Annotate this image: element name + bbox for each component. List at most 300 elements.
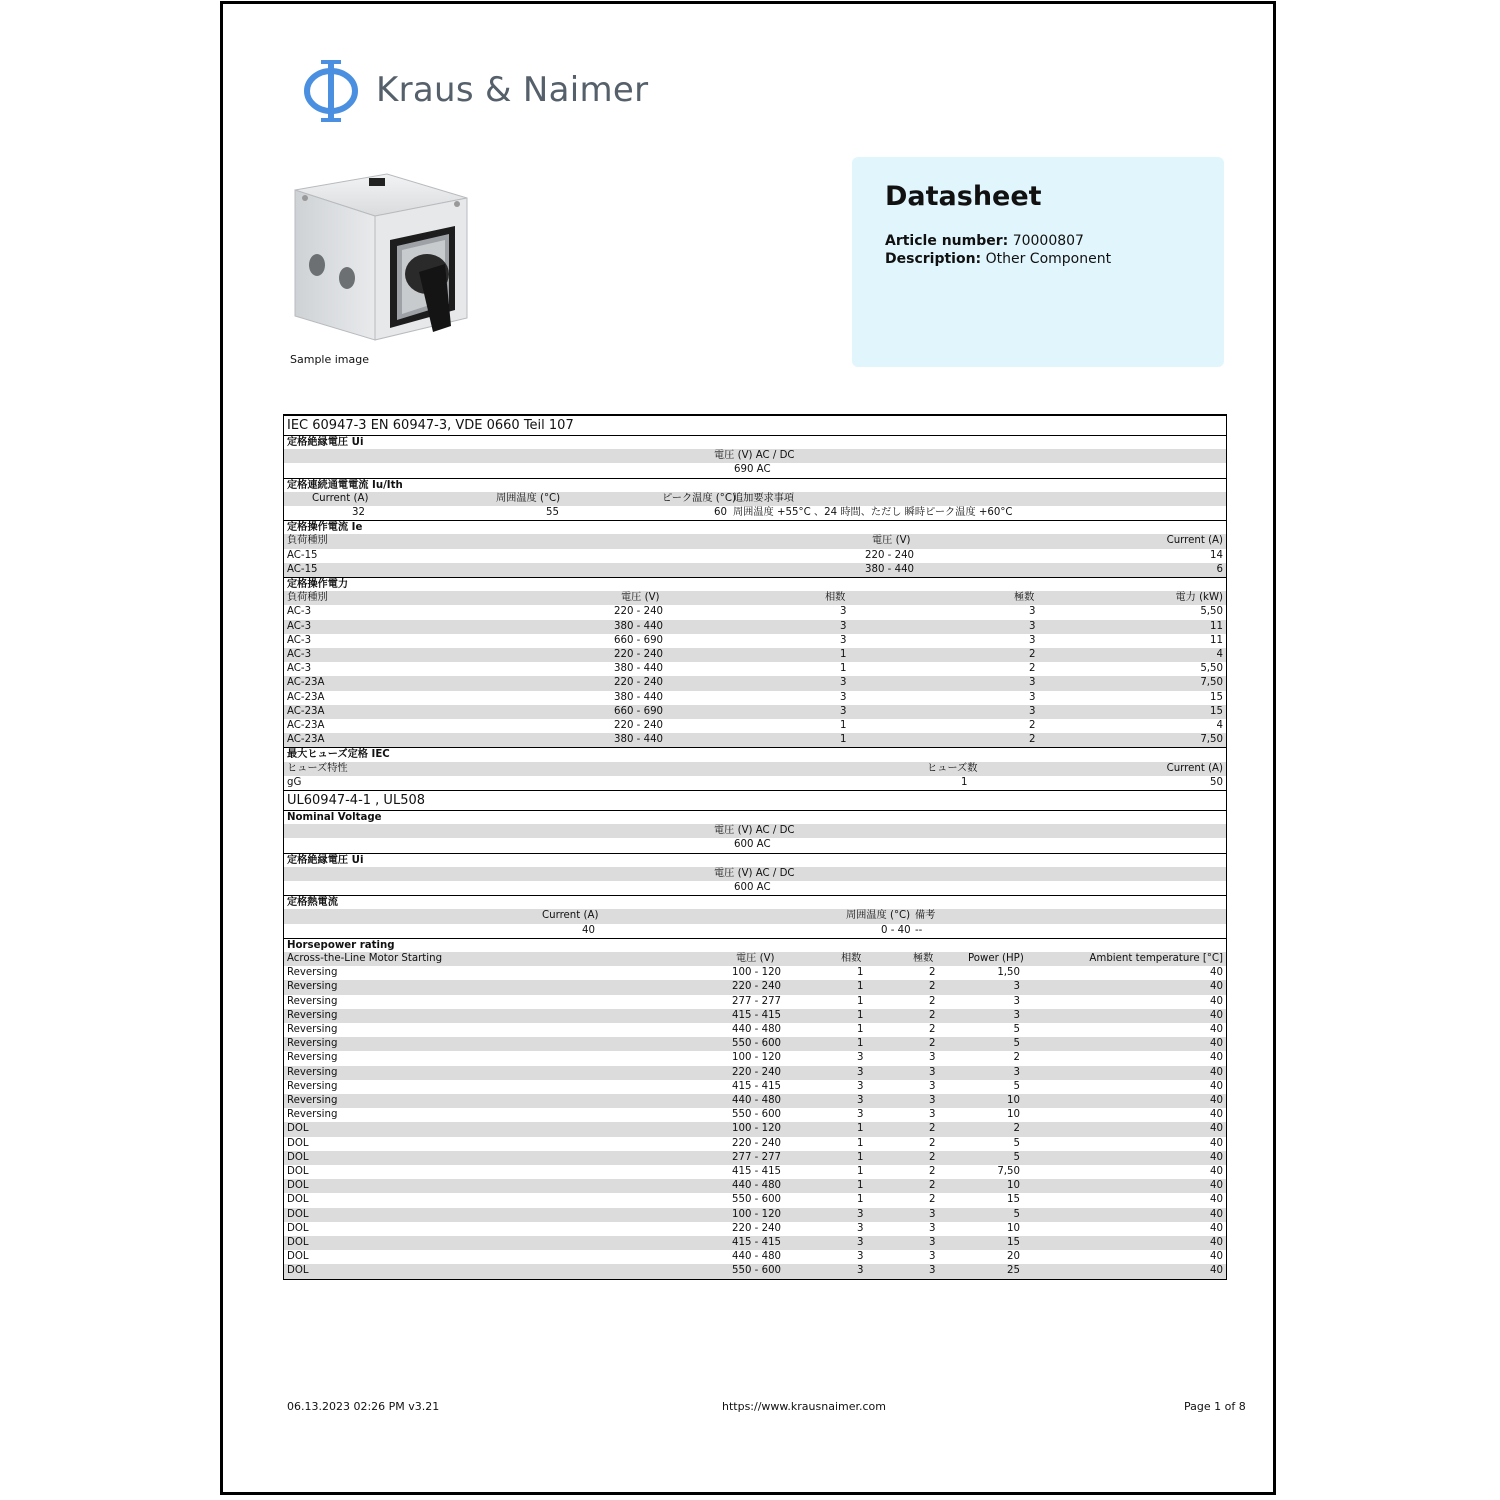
ambient-temp: 40	[1210, 1137, 1223, 1149]
table-row	[284, 1151, 1226, 1165]
ambient-temp: 40	[1210, 1222, 1223, 1234]
table-row	[284, 1094, 1226, 1108]
power-hp: 10	[1007, 1222, 1020, 1234]
table-row	[284, 1051, 1226, 1065]
iec-ie-header-row	[284, 534, 1226, 548]
sample-image-caption: Sample image	[290, 353, 370, 366]
phases: 1	[857, 1137, 864, 1149]
table-row	[284, 691, 1226, 705]
ambient-temp: 40	[1210, 1123, 1223, 1135]
power-kw: 15	[1210, 705, 1223, 717]
current-value: 40	[582, 924, 595, 936]
table-row	[284, 995, 1226, 1009]
table-row	[284, 676, 1226, 690]
table-row	[284, 1080, 1226, 1094]
poles: 3	[929, 1251, 936, 1263]
voltage: 220 - 240	[865, 549, 915, 561]
ul-hp-section-title	[284, 938, 1226, 952]
ambient-temp: 40	[1210, 1095, 1223, 1106]
phases: 3	[857, 1208, 864, 1220]
description-value: Other Component	[985, 251, 1112, 267]
table-row	[284, 605, 1226, 619]
standard-title: IEC 60947-3 EN 60947-3, VDE 0660 Teil 107	[287, 418, 574, 433]
additional-req-header: 追加要求事項	[733, 492, 795, 504]
voltage-value: 690 AC	[734, 464, 771, 476]
datasheet-info-box	[852, 157, 1224, 367]
voltage-header: 電圧 (V)	[872, 535, 911, 547]
poles: 3	[929, 1052, 936, 1064]
datasheet-title: Datasheet	[885, 181, 1042, 212]
poles: 2	[929, 1180, 936, 1192]
poles: 2	[929, 1009, 936, 1021]
ul-ui-section-title	[284, 853, 1226, 867]
phases: 3	[840, 677, 847, 689]
motor-starting: Reversing	[287, 967, 338, 979]
motor-starting: Reversing	[287, 1095, 338, 1106]
motor-starting: Reversing	[287, 1009, 338, 1021]
ambient-temp: 40	[1210, 1080, 1223, 1092]
power-kw: 7,50	[1200, 677, 1223, 689]
iec-iu-value-row	[284, 506, 1226, 520]
ambient-temp: 40	[1210, 1009, 1223, 1021]
table-row	[284, 1037, 1226, 1051]
power-hp: 3	[1013, 995, 1020, 1007]
motor-starting: DOL	[287, 1222, 309, 1234]
load-type: AC-15	[287, 563, 318, 575]
table-row	[284, 1250, 1226, 1264]
table-row	[284, 620, 1226, 634]
poles: 2	[929, 1038, 936, 1050]
motor-starting: Reversing	[287, 1066, 338, 1078]
poles: 3	[929, 1066, 936, 1078]
table-row	[284, 966, 1226, 980]
ambient-temp: 40	[1210, 1208, 1223, 1220]
power-kw: 11	[1210, 634, 1223, 646]
voltage: 660 - 690	[614, 705, 664, 717]
poles: 2	[929, 1166, 936, 1177]
phases: 3	[857, 1237, 864, 1248]
power-hp: 5	[1013, 1137, 1020, 1149]
phases: 1	[857, 981, 864, 993]
voltage-header: 電圧 (V) AC / DC	[714, 825, 795, 837]
current: 50	[1210, 776, 1223, 788]
ambient-temp: 40	[1210, 1109, 1223, 1121]
current-header: Current (A)	[1166, 535, 1223, 547]
ambient-temp-value: 55	[546, 507, 559, 518]
poles: 2	[1029, 734, 1036, 746]
table-row	[284, 648, 1226, 662]
load-type-header: 負荷種別	[287, 592, 328, 604]
article-number-value: 70000807	[1012, 233, 1084, 249]
voltage: 415 - 415	[732, 1166, 782, 1177]
footer-timestamp: 06.13.2023 02:26 PM v3.21	[287, 1400, 440, 1413]
section-title: 定格操作電流 Ie	[287, 522, 363, 534]
poles: 3	[929, 1265, 936, 1277]
poles: 2	[929, 1137, 936, 1149]
power-hp: 1,50	[997, 967, 1020, 979]
voltage: 220 - 240	[614, 677, 664, 689]
poles: 3	[1029, 677, 1036, 689]
voltage: 440 - 480	[732, 1180, 782, 1192]
voltage: 415 - 415	[732, 1237, 782, 1248]
ul-hp-header-row	[284, 952, 1226, 966]
iec-fuse-header-row	[284, 762, 1226, 776]
phases: 3	[857, 1052, 864, 1064]
section-title: 定格絶縁電圧 Ui	[287, 854, 364, 866]
product-image	[287, 168, 477, 348]
motor-starting: DOL	[287, 1237, 309, 1248]
motor-starting: Reversing	[287, 1080, 338, 1092]
poles: 2	[929, 1151, 936, 1163]
motor-starting: Reversing	[287, 1109, 338, 1121]
kraus-naimer-logo-icon	[302, 58, 362, 124]
load-type: AC-3	[287, 620, 312, 632]
current-header: Current (A)	[1166, 762, 1223, 774]
iec-ie-section-title	[284, 520, 1226, 534]
footer-url[interactable]: https://www.krausnaimer.com	[722, 1400, 886, 1413]
current: 14	[1210, 549, 1223, 561]
voltage-header: 電圧 (V) AC / DC	[714, 867, 795, 879]
phases-header: 相数	[825, 592, 846, 604]
current-header: Current (A)	[542, 910, 599, 922]
motor-starting: DOL	[287, 1151, 309, 1163]
voltage: 220 - 240	[614, 720, 664, 731]
voltage: 220 - 240	[614, 606, 664, 618]
table-row	[284, 1222, 1226, 1236]
motor-starting: Reversing	[287, 981, 338, 993]
power-kw: 4	[1216, 649, 1223, 660]
phases: 3	[857, 1066, 864, 1078]
voltage-header: 電圧 (V)	[736, 953, 775, 964]
voltage: 415 - 415	[732, 1009, 782, 1021]
voltage: 220 - 240	[732, 1066, 782, 1078]
voltage: 277 - 277	[732, 1151, 782, 1163]
poles: 3	[929, 1080, 936, 1092]
load-type: AC-23A	[287, 677, 325, 689]
motor-starting: DOL	[287, 1123, 309, 1135]
voltage: 220 - 240	[732, 1137, 782, 1149]
motor-starting: DOL	[287, 1194, 309, 1206]
power-hp: 7,50	[997, 1166, 1020, 1177]
voltage: 220 - 240	[732, 1222, 782, 1234]
phases: 1	[857, 1166, 864, 1177]
power-kw-header: 電力 (kW)	[1175, 592, 1223, 604]
power-kw: 15	[1210, 691, 1223, 703]
article-number-label: Article number:	[885, 233, 1009, 249]
ul-thermal-header-row	[284, 909, 1226, 923]
ambient-temp-header: 周囲温度 (°C)	[496, 492, 561, 504]
power-hp: 5	[1013, 1038, 1020, 1050]
ul-thermal-section-title	[284, 895, 1226, 909]
footer-page-number: Page 1 of 8	[1184, 1400, 1246, 1413]
table-row	[284, 1108, 1226, 1122]
power-hp: 3	[1013, 981, 1020, 993]
fuse-count-header: ヒューズ数	[927, 762, 978, 774]
poles: 2	[1029, 649, 1036, 660]
table-row	[284, 1009, 1226, 1023]
iec-ui-value-row	[284, 463, 1226, 477]
phases: 1	[840, 663, 847, 675]
ambient-temp: 40	[1210, 1180, 1223, 1192]
phases: 3	[840, 705, 847, 717]
power-hp: 20	[1007, 1251, 1020, 1263]
load-type: AC-3	[287, 606, 312, 618]
poles-header: 極数	[913, 953, 934, 964]
phases: 1	[857, 967, 864, 979]
power-hp-header: Power (HP)	[968, 953, 1024, 964]
poles: 3	[1029, 691, 1036, 703]
phases: 1	[857, 1009, 864, 1021]
poles: 2	[1029, 663, 1036, 675]
power-hp: 2	[1013, 1123, 1020, 1135]
voltage: 100 - 120	[732, 967, 782, 979]
fuse-type: gG	[287, 776, 302, 788]
fuse-count: 1	[961, 776, 968, 788]
voltage: 550 - 600	[732, 1038, 782, 1050]
iec-power-section-title	[284, 577, 1226, 591]
load-type: AC-15	[287, 549, 318, 561]
section-title: 定格絶縁電圧 Ui	[287, 437, 364, 448]
power-kw: 5,50	[1200, 606, 1223, 618]
table-row	[284, 719, 1226, 733]
ambient-temp: 40	[1210, 1066, 1223, 1078]
ambient-temp-header: 周囲温度 (°C)	[846, 910, 911, 922]
voltage: 380 - 440	[614, 620, 664, 632]
ambient-temp-header: Ambient temperature [°C]	[1089, 953, 1223, 964]
voltage: 277 - 277	[732, 995, 782, 1007]
ambient-temp: 40	[1210, 1237, 1223, 1248]
power-hp: 5	[1013, 1151, 1020, 1163]
ambient-temp: 40	[1210, 1251, 1223, 1263]
section-title: 最大ヒューズ定格 IEC	[287, 749, 390, 761]
ambient-temp: 40	[1210, 967, 1223, 979]
voltage: 380 - 440	[614, 663, 664, 675]
power-hp: 3	[1013, 1066, 1020, 1078]
description	[885, 251, 1111, 267]
poles: 2	[1029, 720, 1036, 731]
power-hp: 10	[1007, 1095, 1020, 1106]
motor-starting: DOL	[287, 1137, 309, 1149]
section-title: Nominal Voltage	[287, 812, 382, 823]
motor-starting: Reversing	[287, 995, 338, 1007]
iec-iu-section-title	[284, 478, 1226, 492]
table-row	[284, 1264, 1226, 1278]
ambient-temp: 40	[1210, 1265, 1223, 1277]
load-type: AC-3	[287, 649, 312, 660]
voltage-header: 電圧 (V)	[621, 592, 660, 604]
ambient-temp: 40	[1210, 1194, 1223, 1206]
table-row	[284, 1193, 1226, 1207]
voltage: 660 - 690	[614, 634, 664, 646]
poles: 3	[929, 1109, 936, 1121]
iec-ui-section-title	[284, 435, 1226, 449]
motor-starting: Reversing	[287, 1024, 338, 1035]
voltage-header: 電圧 (V) AC / DC	[714, 450, 795, 462]
load-type: AC-23A	[287, 720, 325, 731]
power-kw: 4	[1216, 720, 1223, 731]
phases: 3	[857, 1251, 864, 1263]
poles: 3	[929, 1222, 936, 1234]
voltage: 550 - 600	[732, 1265, 782, 1277]
remarks-value: --	[915, 924, 923, 936]
phases: 1	[857, 1151, 864, 1163]
voltage: 415 - 415	[732, 1080, 782, 1092]
phases: 1	[857, 1194, 864, 1206]
load-type: AC-3	[287, 634, 312, 646]
section-title: 定格熱電流	[287, 897, 338, 909]
remarks-header: 備考	[915, 910, 936, 922]
motor-starting-header: Across-the-Line Motor Starting	[287, 953, 443, 964]
voltage: 550 - 600	[732, 1194, 782, 1206]
voltage: 380 - 440	[614, 691, 664, 703]
section-title: 定格操作電力	[287, 579, 349, 590]
table-row	[284, 1023, 1226, 1037]
iec-ui-header-row	[284, 449, 1226, 463]
table-row	[284, 634, 1226, 648]
phases: 3	[840, 691, 847, 703]
additional-req-value: 周囲温度 +55°C 、24 時間、ただし 瞬時ピーク温度 +60°C	[733, 507, 1013, 518]
power-hp: 5	[1013, 1208, 1020, 1220]
poles: 2	[929, 1123, 936, 1135]
iec-fuse-value-row	[284, 776, 1226, 790]
iec-iu-header-row	[284, 492, 1226, 506]
ambient-temp: 40	[1210, 1038, 1223, 1050]
ul-nominal-value-row	[284, 838, 1226, 852]
power-hp: 10	[1007, 1180, 1020, 1192]
iec-power-header-row	[284, 591, 1226, 605]
power-hp: 3	[1013, 1009, 1020, 1021]
phases: 1	[857, 1038, 864, 1050]
phases: 3	[840, 634, 847, 646]
table-row	[284, 1236, 1226, 1250]
phases: 1	[857, 1024, 864, 1035]
ambient-temp: 40	[1210, 1151, 1223, 1163]
poles: 2	[929, 967, 936, 979]
load-type: AC-23A	[287, 691, 325, 703]
phases: 1	[840, 720, 847, 731]
voltage: 380 - 440	[865, 563, 915, 575]
power-kw: 5,50	[1200, 663, 1223, 675]
current-value: 32	[352, 507, 365, 518]
motor-starting: DOL	[287, 1265, 309, 1277]
ambient-temp: 40	[1210, 1052, 1223, 1064]
standard-title: UL60947-4-1 , UL508	[287, 793, 426, 808]
voltage: 550 - 600	[732, 1109, 782, 1121]
poles: 3	[929, 1095, 936, 1106]
phases: 3	[840, 620, 847, 632]
table-row	[284, 1066, 1226, 1080]
specification-table	[283, 414, 1227, 1280]
power-hp: 2	[1013, 1052, 1020, 1064]
table-row	[284, 705, 1226, 719]
poles: 3	[1029, 705, 1036, 717]
motor-starting: Reversing	[287, 1052, 338, 1064]
poles: 2	[929, 995, 936, 1007]
brand-name: Kraus & Naimer	[376, 70, 649, 110]
motor-starting: DOL	[287, 1180, 309, 1192]
peak-temp-value: 60	[714, 507, 727, 518]
voltage: 100 - 120	[732, 1052, 782, 1064]
phases: 1	[857, 1123, 864, 1135]
phases: 3	[857, 1222, 864, 1234]
table-row	[284, 1208, 1226, 1222]
poles: 3	[929, 1208, 936, 1220]
ul-nominal-header-row	[284, 824, 1226, 838]
poles: 2	[929, 1194, 936, 1206]
article-number	[885, 233, 1084, 249]
load-type-header: 負荷種別	[287, 535, 328, 547]
phases: 1	[857, 995, 864, 1007]
table-row	[284, 733, 1226, 747]
table-row	[284, 1137, 1226, 1151]
poles: 3	[1029, 634, 1036, 646]
peak-temp-header: ピーク温度 (°C)	[662, 492, 736, 504]
phases: 3	[857, 1095, 864, 1106]
load-type: AC-23A	[287, 705, 325, 717]
poles: 3	[1029, 606, 1036, 618]
voltage: 380 - 440	[614, 734, 664, 746]
ul-ui-header-row	[284, 867, 1226, 881]
motor-starting: Reversing	[287, 1038, 338, 1050]
poles: 3	[929, 1237, 936, 1248]
current-header: Current (A)	[312, 492, 369, 504]
section-title: 定格連続通電電流 Iu/Ith	[287, 479, 403, 491]
poles: 2	[929, 981, 936, 993]
motor-starting: DOL	[287, 1208, 309, 1220]
load-type: AC-3	[287, 663, 312, 675]
power-hp: 5	[1013, 1080, 1020, 1092]
power-hp: 10	[1007, 1109, 1020, 1121]
phases: 1	[840, 649, 847, 660]
voltage: 100 - 120	[732, 1208, 782, 1220]
ambient-temp: 40	[1210, 981, 1223, 993]
fuse-type-header: ヒューズ特性	[287, 762, 348, 774]
load-type: AC-23A	[287, 734, 325, 746]
phases: 3	[857, 1109, 864, 1121]
ul-standard-heading	[284, 790, 1226, 810]
poles: 2	[929, 1024, 936, 1035]
motor-starting: DOL	[287, 1166, 309, 1177]
ambient-temp-value: 0 - 40	[881, 924, 911, 936]
motor-starting: DOL	[287, 1251, 309, 1263]
power-kw: 11	[1210, 620, 1223, 632]
table-row	[284, 1122, 1226, 1136]
ambient-temp: 40	[1210, 1024, 1223, 1035]
voltage-value: 600 AC	[734, 839, 771, 851]
phases: 1	[857, 1180, 864, 1192]
phases: 3	[857, 1080, 864, 1092]
poles-header: 極数	[1014, 592, 1035, 604]
ambient-temp: 40	[1210, 995, 1223, 1007]
current: 6	[1216, 563, 1223, 575]
ul-nominal-section-title	[284, 810, 1226, 824]
power-hp: 25	[1007, 1265, 1020, 1277]
voltage: 440 - 480	[732, 1095, 782, 1106]
voltage: 440 - 480	[732, 1024, 782, 1035]
description-label: Description:	[885, 251, 982, 267]
ul-ui-value-row	[284, 881, 1226, 895]
voltage: 220 - 240	[732, 981, 782, 993]
power-hp: 15	[1007, 1194, 1020, 1206]
power-hp: 15	[1007, 1237, 1020, 1248]
table-row	[284, 662, 1226, 676]
ul-thermal-value-row	[284, 924, 1226, 938]
phases: 3	[840, 606, 847, 618]
phases-header: 相数	[841, 953, 862, 964]
table-row	[284, 1179, 1226, 1193]
table-row	[284, 549, 1226, 563]
table-row	[284, 563, 1226, 577]
